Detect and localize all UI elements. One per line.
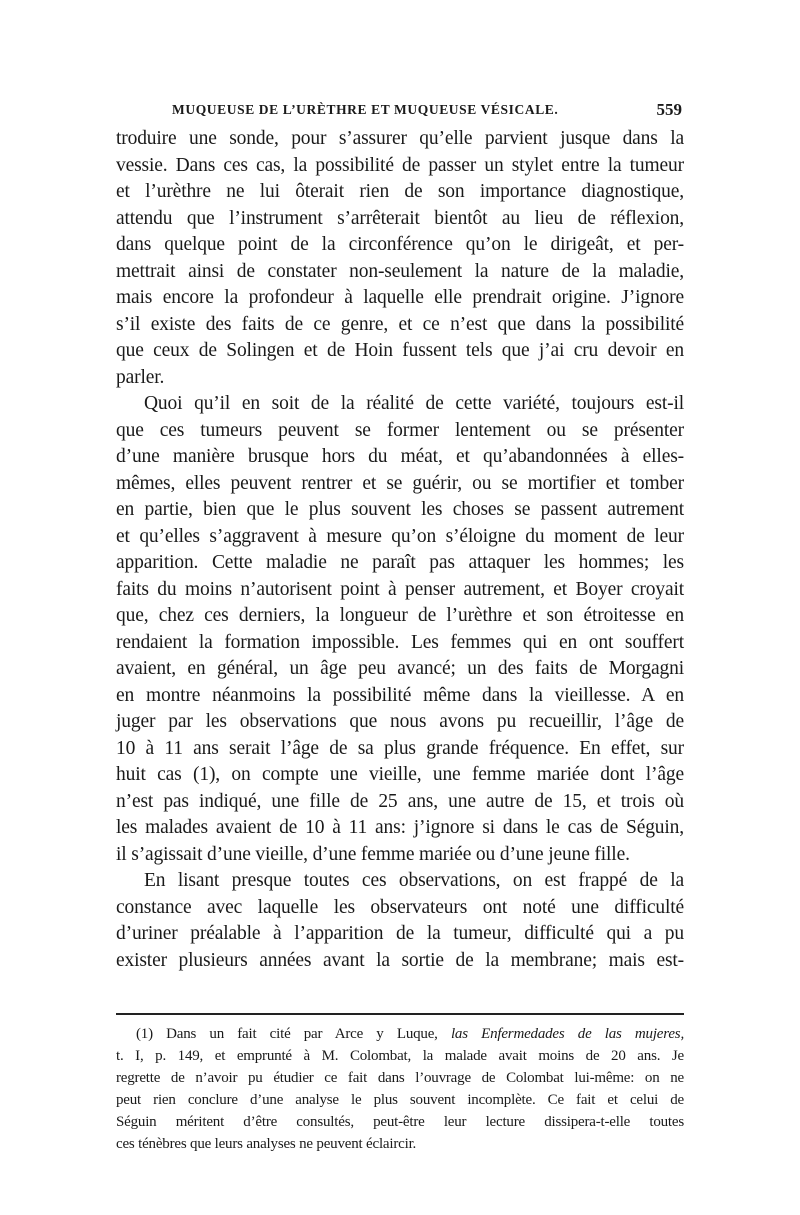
main-text (116, 126, 684, 974)
text-line: exister plusieurs années avant la sortie de la membrane; mais est- (116, 949, 684, 971)
text-line: en partie, bien que le plus souvent les choses se passent autrement (116, 499, 684, 520)
footnote-line: peut rien conclure d’une analyse le plus souvent incomplète. Ce fait et celui de (116, 1092, 684, 1108)
text-line: rendaient la formation impossible. Les femmes qui en ont souffert (116, 631, 684, 653)
footnote-text: (1) Dans un fait cité par Arce y Luque, (136, 1026, 451, 1042)
text-line: s’il existe des faits de ce genre, et ce n’est que dans la possibilité (116, 313, 684, 335)
text-line: huit cas (1), on compte une vieille, une femme mariée dont l’âge (116, 764, 684, 785)
text-line: n’est pas indiqué, une fille de 25 ans, une autre de 15, et trois où (116, 790, 684, 812)
text-line: mais encore la profondeur à laquelle elle prendrait origine. J’ignore (116, 287, 684, 308)
footnote-line: t. I, p. 149, et emprunté à M. Colombat, la malade avait moins de 20 ans. Je (116, 1048, 684, 1064)
footnote-book-title: las Enfermedades de las mujeres, (450, 1026, 684, 1042)
running-head: MUQUEUSE DE L’URÈTHRE ET MUQUEUSE VÉSICALE. (172, 102, 559, 117)
text-line: vessie. Dans ces cas, la possibilité de passer un stylet entre la tumeur (116, 154, 684, 176)
text-line: Quoi qu’il en soit de la réalité de cette variété, toujours est-il (144, 393, 684, 414)
text-line: que ceux de Solingen et de Hoin fussent tels que j’ai cru devoir en (116, 340, 684, 361)
text-line: mêmes, elles peuvent rentrer et se guérir, ou se mortifier et tomber (116, 472, 684, 494)
text-line: parler. (116, 366, 165, 388)
footnote-line (116, 1023, 684, 1045)
text-line: attendu que l’instrument s’arrêterait bientôt au lieu de réflexion, (116, 207, 684, 229)
footnote-line: Séguin méritent d’être consultés, peut-être leur lecture dissipera-t-elle toutes (116, 1114, 684, 1130)
text-line: dans quelque point de la circonférence qu’on le dirigeât, et per- (116, 234, 684, 255)
text-line: mettrait ainsi de constater non-seulement la nature de la maladie, (116, 260, 684, 282)
text-line: avaient, en général, un âge peu avancé; un des faits de Morgagni (116, 658, 684, 679)
text-line: les malades avaient de 10 à 11 ans: j’ignore si dans le cas de Séguin, (116, 817, 684, 838)
text-line: En lisant presque toutes ces observations, on est frappé de la (144, 870, 684, 891)
text-line: que ces tumeurs peuvent se former lentement ou se présenter (116, 419, 684, 441)
text-line: d’uriner préalable à l’apparition de la tumeur, difficulté qui a pu (116, 923, 684, 944)
page-header (116, 100, 684, 126)
footnote-line: regrette de n’avoir pu étudier ce fait dans l’ouvrage de Colombat lui-même: on ne (116, 1070, 684, 1086)
text-line: faits du moins n’autorisent point à penser autrement, et Boyer croyait (116, 578, 684, 600)
footnote-divider (116, 1013, 684, 1015)
footnote (116, 1023, 684, 1155)
text-line: que, chez ces derniers, la longueur de l’urèthre et son étroitesse en (116, 605, 684, 626)
text-line: et qu’elles s’aggravent à mesure qu’on s’éloigne du moment de leur (116, 525, 684, 547)
text-line: en montre néanmoins la possibilité même dans la vieillesse. A en (116, 684, 684, 706)
text-line: d’une manière brusque hors du méat, et qu’abandonnées à elles- (116, 446, 684, 467)
text-line: juger par les observations que nous avons pu recueillir, l’âge de (116, 711, 684, 732)
text-line: constance avec laquelle les observateurs ont noté une difficulté (116, 896, 684, 918)
text-line: il s’agissait d’une vieille, d’une femme mariée ou d’une jeune fille. (116, 843, 630, 865)
text-line: et l’urèthre ne lui ôterait rien de son importance diagnostique, (116, 181, 684, 202)
text-line: apparition. Cette maladie ne paraît pas attaquer les hommes; les (116, 552, 684, 573)
footnote-line: ces ténèbres que leurs analyses ne peuvent éclaircir. (116, 1136, 417, 1152)
page-number: 559 (656, 100, 682, 119)
text-line: 10 à 11 ans serait l’âge de sa plus grande fréquence. En effet, sur (116, 737, 684, 759)
text-line: troduire une sonde, pour s’assurer qu’elle parvient jusque dans la (116, 128, 684, 149)
